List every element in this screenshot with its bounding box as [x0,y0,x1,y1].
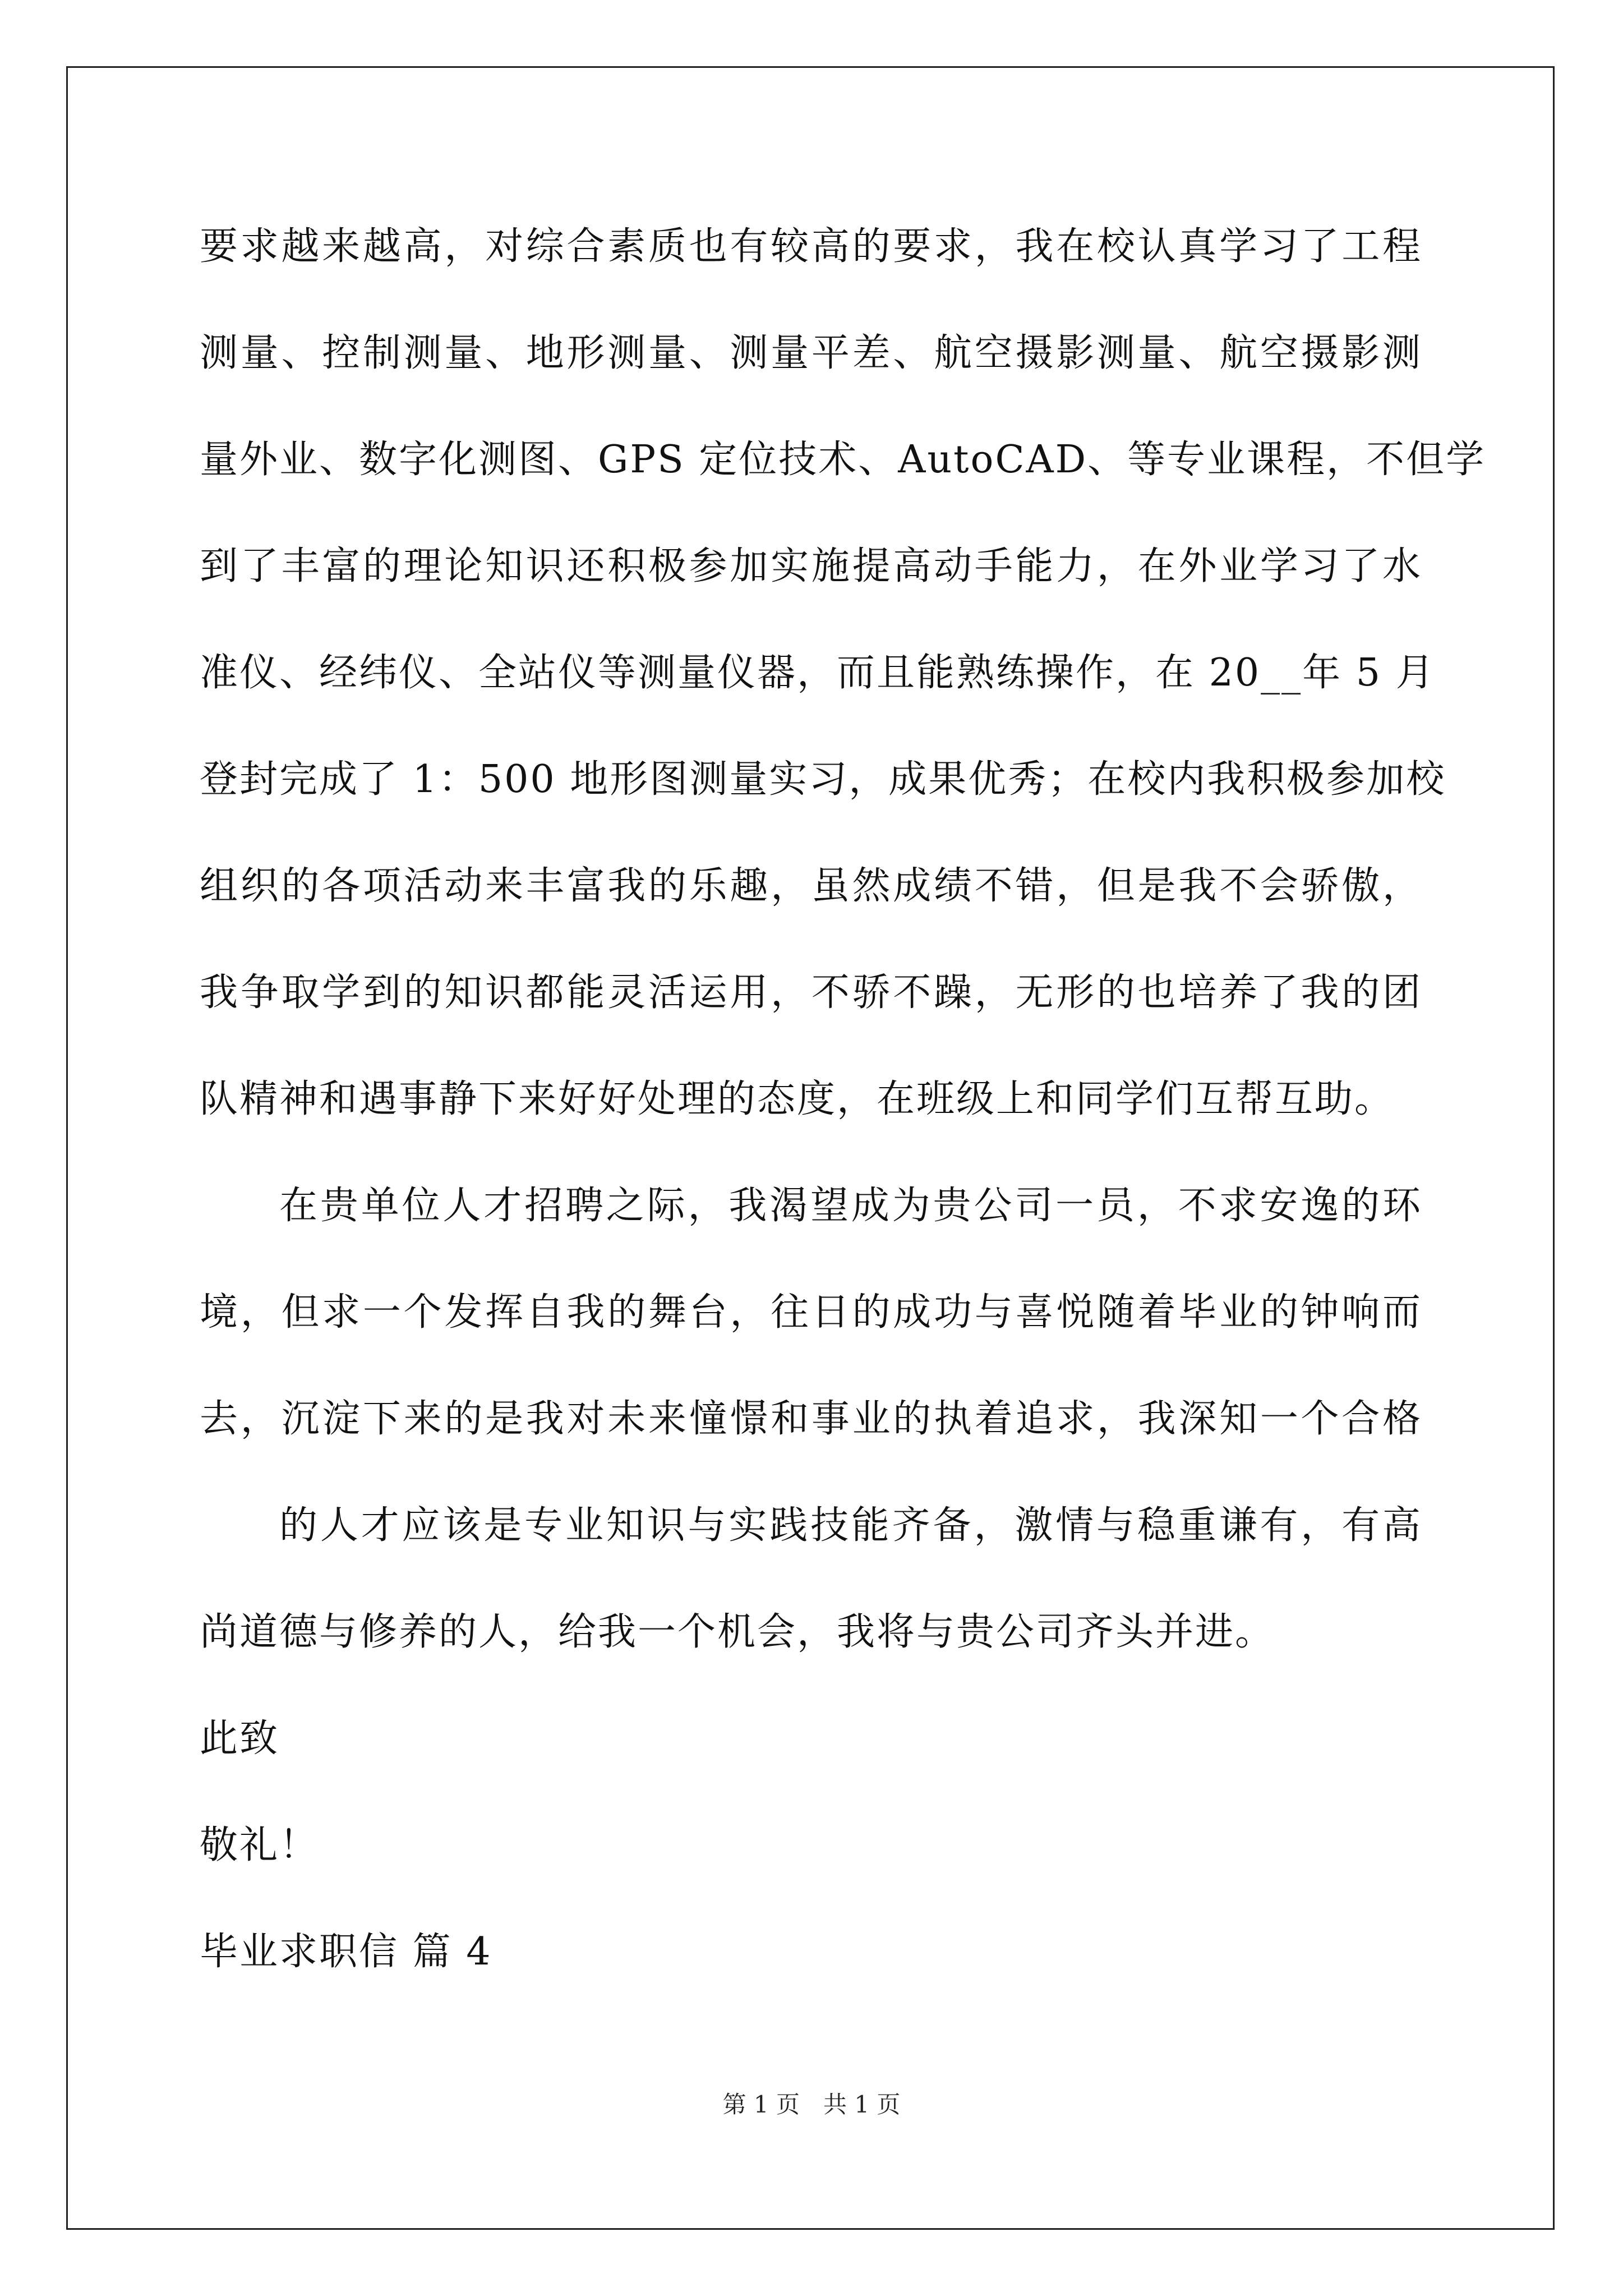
paragraph-line: 尚道德与修养的人，给我一个机会，我将与贵公司齐头并进。 [200,1610,1275,1654]
paragraph-line: 量外业、数字化测图、GPS 定位技术、AutoCAD、等专业课程，不但学 [200,438,1486,482]
closing-regards: 敬礼！ [200,1823,320,1867]
paragraph-line: 的人才应该是专业知识与实践技能齐备，激情与稳重谦有，有高 [279,1503,1422,1548]
paragraph-line: 去，沉淀下来的是我对未来憧憬和事业的执着追求，我深知一个合格 [200,1397,1422,1441]
page-footer: 第 1 页 共 1 页 [722,2091,901,2118]
page-border [66,66,1555,2230]
paragraph-line: 我争取学到的知识都能灵活运用，不骄不躁，无形的也培养了我的团 [200,970,1422,1015]
closing-salutation: 此致 [200,1717,280,1761]
paragraph-line: 到了丰富的理论知识还积极参加实施提高动手能力，在外业学习了水 [200,544,1422,588]
paragraph-line: 队精神和遇事静下来好好处理的态度，在班级上和同学们互帮互助。 [200,1077,1395,1121]
paragraph-line: 境，但求一个发挥自我的舞台，往日的成功与喜悦随着毕业的钟响而 [200,1290,1422,1335]
section-heading: 毕业求职信 篇 4 [200,1930,492,1974]
paragraph-line: 测量、控制测量、地形测量、测量平差、航空摄影测量、航空摄影测 [200,331,1422,375]
paragraph-line: 要求越来越高，对综合素质也有较高的要求，我在校认真学习了工程 [200,224,1422,269]
paragraph-line: 登封完成了 1：500 地形图测量实习，成果优秀；在校内我积极参加校 [200,757,1446,802]
paragraph-line: 组织的各项活动来丰富我的乐趣，虽然成绩不错，但是我不会骄傲， [200,864,1422,908]
paragraph-line: 在贵单位人才招聘之际，我渴望成为贵公司一员，不求安逸的环 [279,1184,1422,1228]
paragraph-line: 准仪、经纬仪、全站仪等测量仪器，而且能熟练操作，在 20__年 5 月 [200,651,1436,695]
